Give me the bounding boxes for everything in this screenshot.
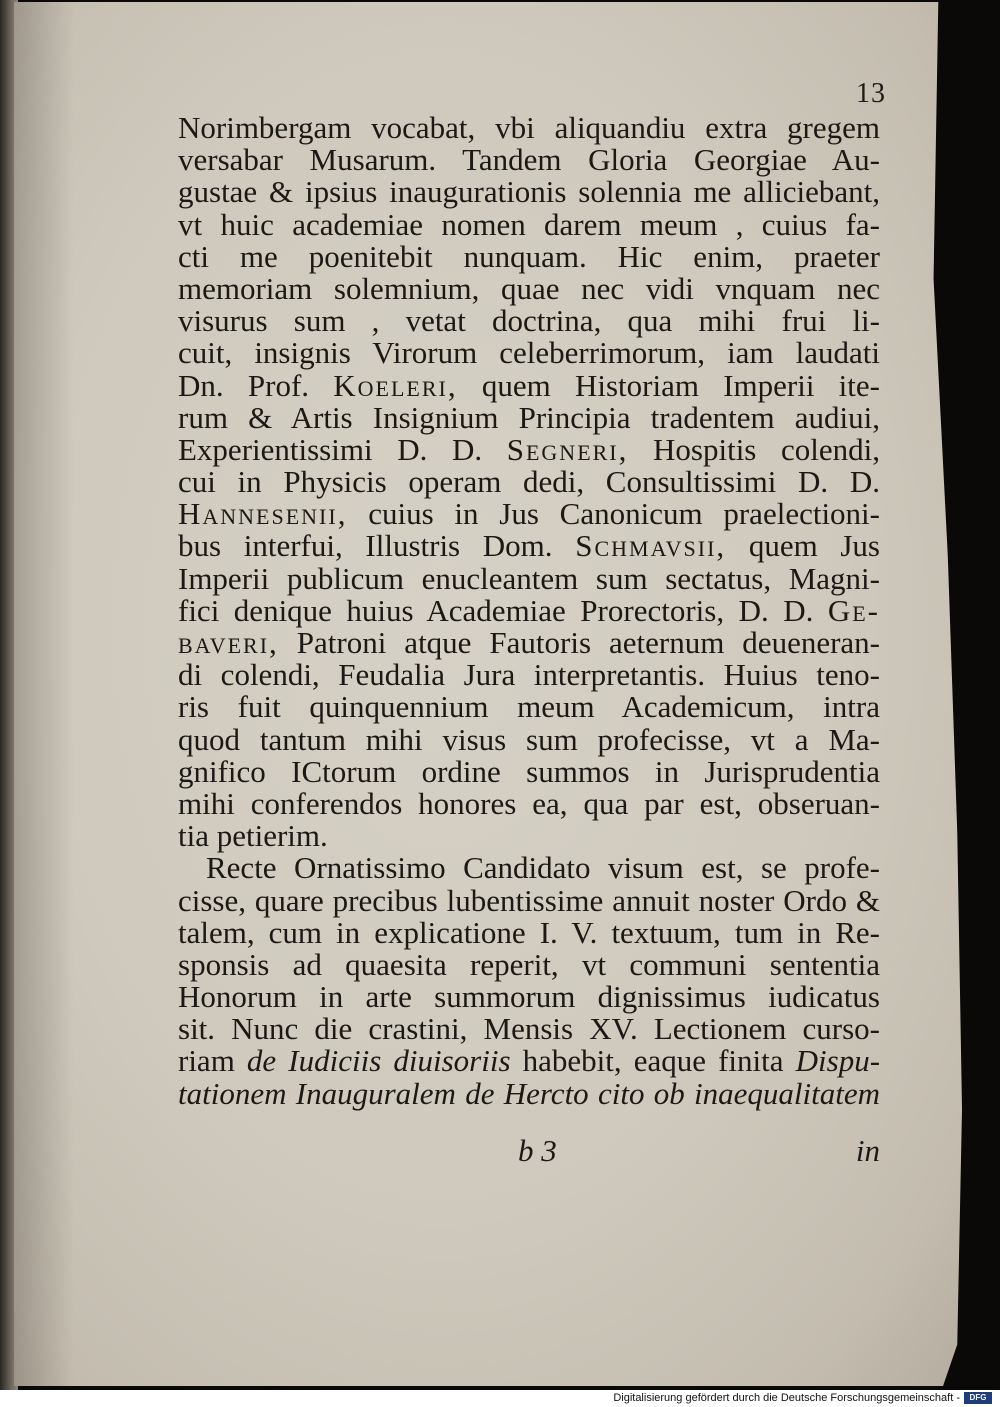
italic-text: de Iudiciis diuisoriis [246, 1043, 511, 1079]
line-text: Patroni atque Fautoris aeternum deueneran- [278, 625, 880, 660]
line-text: visurus sum , vetat doctrina, qua mihi frui li- [178, 303, 880, 339]
text-line [178, 592, 880, 628]
line-text: gustae & ipsius inaugurationis solennia me alliciebant, [178, 174, 880, 210]
line-text: cuius in Jus Canonicum praelectioni- [347, 496, 880, 532]
text-line [178, 627, 880, 659]
name-small-caps: baveri, [178, 625, 279, 660]
italic-text: Dispu- [795, 1043, 881, 1079]
line-text: talem, cum in explicatione I. V. textuum, tum in Re- [178, 914, 880, 950]
name-small-caps: Segneri, [506, 431, 629, 467]
line-text: quem Historiam Imperii ite- [457, 367, 880, 403]
line-text: ris fuit quinquennium meum Academicum, intra [178, 689, 880, 725]
line-text: habebit, eaque finita [510, 1043, 796, 1079]
line-text: Hospitis colendi, [628, 431, 880, 467]
text-line [178, 882, 880, 918]
text-line [178, 721, 880, 757]
text-line [178, 206, 880, 242]
name-small-caps: Koeleri, [333, 367, 458, 403]
text-line [178, 305, 880, 337]
line-text: riam [178, 1043, 247, 1079]
line-text: cti me poenitebit nunquam. Hic enim, praeter [178, 238, 880, 274]
line-text: Dn. Prof. [178, 367, 334, 403]
text-line [178, 1045, 880, 1077]
line-text: sit. Nunc die crastini, Mensis XV. Lectionem curso- [178, 1011, 880, 1047]
line-text: sponsis ad quaesita reperit, vt communi sententia [178, 946, 880, 982]
line-text: bus interfui, Illustris Dom. [178, 528, 576, 564]
text-line [178, 238, 880, 274]
line-text: gnifico ICtorum ordine summos in Jurisprudentia [178, 753, 880, 789]
text-line [178, 1013, 880, 1045]
italic-text: tationem Inauguralem de Hercto cito ob inaequalitatem [178, 1075, 880, 1111]
name-small-caps: Schmavsii, [575, 528, 727, 564]
line-text: Honorum in arte summorum dignissimus iudicatus [178, 979, 880, 1015]
line-text: versabar Musarum. Tandem Gloria Georgiae Au- [178, 142, 880, 178]
line-text: cuit, insignis Virorum celeberrimorum, iam laudati [178, 335, 880, 371]
line-text: Imperii publicum enucleantem sum sectatus, Magni- [178, 560, 880, 596]
signature-line [178, 1133, 880, 1167]
text-line [178, 530, 880, 562]
text-line [178, 852, 880, 884]
footer-bar [0, 1390, 1000, 1407]
line-text: rum & Artis Insignium Principia tradentem audiui, [178, 399, 880, 435]
line-text: quem Jus [726, 528, 880, 564]
line-text: quod tantum mihi visus sum profecisse, vt a Ma- [178, 721, 880, 757]
text-line [178, 820, 880, 852]
printer-signature: b 3 [518, 1133, 557, 1168]
text-line [178, 1075, 880, 1111]
line-text: Recte Ornatissimo Candidato visum est, se profe- [206, 850, 880, 886]
text-line [178, 785, 880, 821]
text-line [178, 176, 880, 208]
text-line [178, 466, 880, 498]
text-line [178, 431, 880, 467]
catchword: in [855, 1133, 880, 1168]
page-number: 13 [856, 78, 886, 109]
text-line [178, 659, 880, 691]
text-line [178, 753, 880, 789]
footer-credit: Digitalisierung gefördert durch die Deutsche Forschungsgemeinschaft - [613, 1392, 960, 1404]
text-line [178, 981, 880, 1013]
body-text [178, 112, 880, 1110]
text-line [178, 144, 880, 176]
text-line [178, 367, 880, 403]
text-line [178, 498, 880, 530]
line-text: cui in Physicis operam dedi, Consultissimi D. D. [178, 464, 880, 500]
text-line [178, 399, 880, 435]
line-text: cisse, quare precibus lubentissime annuit noster Ordo & [178, 882, 880, 918]
line-text: Norimbergam vocabat, vbi aliquandiu extra gregem [178, 110, 880, 145]
line-text: tia petierim. [178, 818, 328, 854]
dfg-logo: DFG [964, 1392, 992, 1404]
text-line [178, 270, 880, 306]
line-text: di colendi, Feudalia Jura interpretantis. Huius teno- [178, 657, 880, 693]
text-line [178, 560, 880, 596]
line-text: Experientissimi D. D. [178, 431, 507, 467]
text-line [178, 691, 880, 723]
line-text: mihi conferendos honores ea, qua par est, obseruan- [178, 785, 880, 821]
line-text: vt huic academiae nomen darem meum , cuius fa- [178, 206, 880, 242]
name-small-caps: Hannesenii, [178, 496, 348, 532]
text-line [178, 914, 880, 950]
line-text: memoriam solemnium, quae nec vidi vnquam nec [178, 270, 880, 306]
text-line [178, 946, 880, 982]
line-text: fici denique huius Academiae Prorectoris, D. D. [178, 592, 828, 628]
text-line [178, 337, 880, 369]
text-line [178, 112, 880, 144]
name-small-caps: Ge- [827, 592, 880, 628]
